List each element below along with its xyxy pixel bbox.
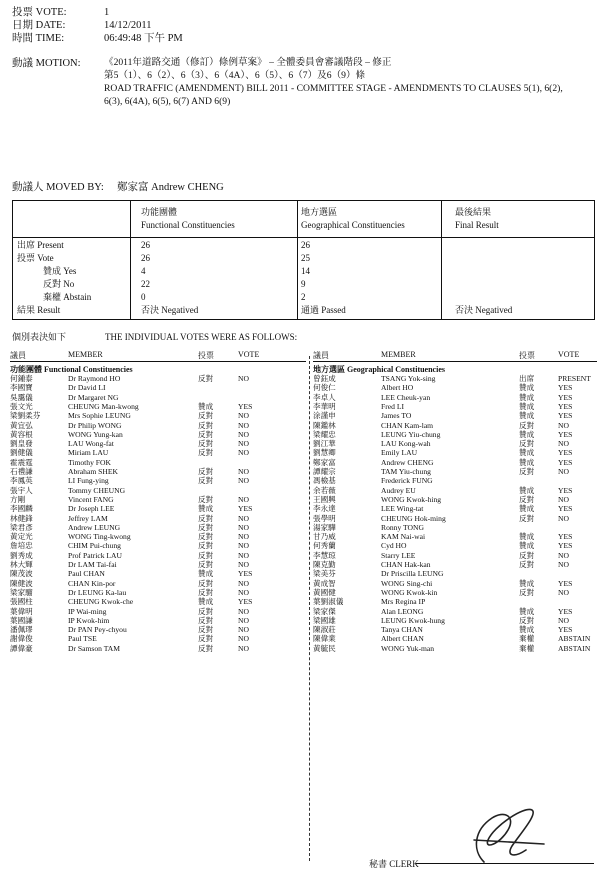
member-name-en: Starry LEE xyxy=(381,550,416,560)
vote-zh: 反對 xyxy=(519,467,535,476)
member-name-zh: 李國寶 xyxy=(10,383,33,393)
vote-en: YES xyxy=(558,401,573,411)
time-label: 時間 TIME: xyxy=(12,33,65,44)
signature-line xyxy=(416,863,594,864)
vote-en: YES xyxy=(558,457,573,467)
member-name-en: TSANG Yok-sing xyxy=(381,374,436,383)
vote-zh: 反對 xyxy=(198,420,214,430)
fc-heading-zh: 功能團體 xyxy=(141,207,178,217)
vote-en: YES xyxy=(558,429,573,439)
member-name-zh: 李永達 xyxy=(313,504,336,514)
clerk-label: 秘書 CLERK xyxy=(369,859,419,869)
vote-en: NO xyxy=(558,560,569,569)
vote-en: YES xyxy=(558,504,573,514)
vote-zh: 反對 xyxy=(198,578,214,588)
member-name-zh: 譚耀宗 xyxy=(313,467,336,476)
gc-heading-en: Geographical Constituencies xyxy=(301,220,405,230)
member-name-zh: 王國興 xyxy=(313,494,336,504)
individual-votes-heading-en: THE INDIVIDUAL VOTES WERE AS FOLLOWS: xyxy=(105,332,298,342)
vote-en: NO xyxy=(238,420,249,430)
vote-en: NO xyxy=(558,513,569,523)
vote-zh: 反對 xyxy=(519,494,535,504)
member-name-zh: 李慧琼 xyxy=(313,550,336,560)
vote-en: NO xyxy=(238,522,249,532)
vote-en: NO xyxy=(238,634,249,644)
member-name-zh: 劉秀成 xyxy=(10,550,33,560)
summary-row-label: 投票 Vote xyxy=(17,253,54,263)
clerk-signature xyxy=(454,800,564,870)
member-name-en: Paul TSE xyxy=(68,634,97,644)
vote-zh: 贊成 xyxy=(519,532,535,542)
member-name-zh: 陳健波 xyxy=(10,578,33,588)
gc-count: 26 xyxy=(301,240,310,250)
member-name-en: Tanya CHAN xyxy=(381,625,423,635)
member-name-en: CHAN Hak-kan xyxy=(381,560,431,569)
member-name-zh: 李鳳英 xyxy=(10,476,33,486)
member-name-zh: 陳鑑林 xyxy=(313,420,336,430)
member-name-en: LAU Wong-fat xyxy=(68,439,114,449)
gc-section-title: 地方選區 Geographical Constituencies xyxy=(313,365,445,374)
vote-zh: 贊成 xyxy=(519,485,535,495)
vote-zh: 反對 xyxy=(519,420,535,430)
motion-label: 動議 MOTION: xyxy=(12,58,81,69)
member-name-en: IP Wai-ming xyxy=(68,606,107,616)
vote-zh: 反對 xyxy=(198,615,214,625)
fc-count: 26 xyxy=(141,240,150,250)
member-name-en: LEE Wing-tat xyxy=(381,504,424,514)
member-name-en: Prof Patrick LAU xyxy=(68,550,122,560)
member-name-zh: 梁劉柔芬 xyxy=(10,411,41,421)
vote-en: NO xyxy=(558,550,569,560)
member-name-en: Dr Philip WONG xyxy=(68,420,122,430)
vote-zh: 贊成 xyxy=(519,606,535,616)
member-name-en: CHAN Kam-lam xyxy=(381,420,434,430)
member-name-zh: 黃定光 xyxy=(10,532,33,542)
vote-en: YES xyxy=(558,578,573,588)
member-name-en: Abraham SHEK xyxy=(68,467,118,476)
member-name-zh: 劉皇發 xyxy=(10,439,33,449)
vote-en: ABSTAIN xyxy=(558,643,591,653)
member-name-en: Andrew CHENG xyxy=(381,457,434,467)
member-name-zh: 何鍾泰 xyxy=(10,374,33,383)
member-name-zh: 何秀蘭 xyxy=(313,541,336,551)
member-name-zh: 梁美芬 xyxy=(313,569,336,579)
member-name-en: WONG Sing-chi xyxy=(381,578,433,588)
vote-zh: 反對 xyxy=(198,550,214,560)
vote-en: NO xyxy=(558,467,569,476)
member-name-en: TAM Yiu-chung xyxy=(381,467,431,476)
member-name-zh: 李國麟 xyxy=(10,504,33,514)
member-name-en: Mrs Regina IP xyxy=(381,597,426,607)
mover-name: 鄭家富 Andrew CHENG xyxy=(117,182,224,193)
summary-row-label: 贊成 Yes xyxy=(43,266,77,276)
vote-zh: 贊成 xyxy=(198,504,214,514)
vote-zh: 反對 xyxy=(198,494,214,504)
member-name-zh: 梁君彥 xyxy=(10,522,33,532)
member-name-zh: 張學明 xyxy=(313,513,336,523)
member-name-en: WONG Kwok-hing xyxy=(381,494,442,504)
member-name-zh: 陳克勤 xyxy=(313,560,336,569)
col-vote-en: VOTE xyxy=(238,350,260,359)
member-name-zh: 梁國雄 xyxy=(313,615,336,625)
vote-en: NO xyxy=(558,615,569,625)
member-name-zh: 葉偉明 xyxy=(10,606,33,616)
fc-count: 26 xyxy=(141,253,150,263)
member-name-en: Ronny TONG xyxy=(381,522,424,532)
vote-en: NO xyxy=(238,587,249,597)
member-name-zh: 馮檢基 xyxy=(313,476,336,486)
motion-line: ROAD TRAFFIC (AMENDMENT) BILL 2011 - COMMITTEE STAGE - AMENDMENTS TO CLAUSES 5(1), 6(2), xyxy=(104,83,563,94)
member-name-en: Audrey EU xyxy=(381,485,416,495)
member-name-zh: 葉國謙 xyxy=(10,615,33,625)
member-name-en: Dr Samson TAM xyxy=(68,643,120,653)
vote-en: NO xyxy=(238,439,249,449)
member-name-en: CHIM Pui-chung xyxy=(68,541,121,551)
member-name-en: LEE Cheuk-yan xyxy=(381,392,431,402)
member-name-en: CHEUNG Man-kwong xyxy=(68,401,139,411)
vote-en: NO xyxy=(238,606,249,616)
member-name-zh: 劉江華 xyxy=(313,439,336,449)
member-name-en: Vincent FANG xyxy=(68,494,114,504)
member-name-zh: 吳靄儀 xyxy=(10,392,33,402)
vote-en: PRESENT xyxy=(558,374,591,383)
vote-en: YES xyxy=(558,541,573,551)
final-heading-en: Final Result xyxy=(455,220,499,230)
fc-count: 22 xyxy=(141,279,150,289)
member-name-en: Dr Margaret NG xyxy=(68,392,119,402)
summary-row-label: 棄權 Abstain xyxy=(43,292,92,302)
vote-en: YES xyxy=(558,532,573,542)
member-name-en: Dr LAM Tai-fai xyxy=(68,560,117,569)
vote-zh: 反對 xyxy=(198,439,214,449)
member-name-en: Dr Raymond HO xyxy=(68,374,121,383)
member-name-zh: 方剛 xyxy=(10,494,26,504)
member-name-en: Dr David LI xyxy=(68,383,106,393)
vote-zh: 反對 xyxy=(198,606,214,616)
member-name-en: Emily LAU xyxy=(381,448,418,458)
member-name-zh: 譚偉豪 xyxy=(10,643,33,653)
vote-zh: 反對 xyxy=(519,587,535,597)
member-name-zh: 張宇人 xyxy=(10,485,33,495)
member-name-zh: 梁家傑 xyxy=(313,606,336,616)
vote-en: YES xyxy=(238,504,253,514)
member-name-en: LI Fung-ying xyxy=(68,476,109,486)
vote-zh: 反對 xyxy=(198,522,214,532)
motion-line: 《2011年道路交通（修訂）條例草案》 – 全體委員會審議階段 – 修正 xyxy=(104,57,392,68)
member-name-zh: 霍震霆 xyxy=(10,457,33,467)
member-name-zh: 劉慧卿 xyxy=(313,448,336,458)
vote-en: NO xyxy=(238,643,249,653)
vote-zh: 棄權 xyxy=(519,634,535,644)
vote-zh: 反對 xyxy=(198,634,214,644)
member-name-zh: 張文光 xyxy=(10,401,33,411)
vote-zh: 贊成 xyxy=(519,541,535,551)
vote-en: NO xyxy=(238,476,249,486)
member-name-en: CHAN Kin-por xyxy=(68,578,116,588)
vote-en: NO xyxy=(558,587,569,597)
member-name-en: Tommy CHEUNG xyxy=(68,485,126,495)
vote-zh: 贊成 xyxy=(519,401,535,411)
member-name-en: Miriam LAU xyxy=(68,448,109,458)
vote-summary-table xyxy=(12,200,595,320)
fc-heading-en: Functional Constituencies xyxy=(141,220,235,230)
member-name-en: CHEUNG Hok-ming xyxy=(381,513,446,523)
date-label: 日期 DATE: xyxy=(12,20,66,31)
vote-zh: 反對 xyxy=(198,448,214,458)
vote-zh: 反對 xyxy=(519,513,535,523)
member-name-zh: 林健鋒 xyxy=(10,513,33,523)
fc-result: 否決 Negatived xyxy=(141,305,199,315)
col-vote-en: VOTE xyxy=(558,350,580,359)
member-name-zh: 黃宜弘 xyxy=(10,420,33,430)
vote-number: 1 xyxy=(104,7,110,18)
col-vote-zh: 投票 xyxy=(519,351,535,360)
vote-zh: 反對 xyxy=(198,587,214,597)
vote-zh: 贊成 xyxy=(519,392,535,402)
member-name-en: LEUNG Kwok-hung xyxy=(381,615,445,625)
vote-label: 投票 VOTE: xyxy=(12,7,67,18)
member-name-zh: 鄭家富 xyxy=(313,457,336,467)
vote-zh: 贊成 xyxy=(519,504,535,514)
vote-zh: 反對 xyxy=(519,560,535,569)
member-name-zh: 詹培忠 xyxy=(10,541,33,551)
motion-line: 6(3), 6(4A), 6(5), 6(7) AND 6(9) xyxy=(104,96,231,107)
time-value: 06:49:48 下午 PM xyxy=(104,33,183,44)
vote-zh: 贊成 xyxy=(198,569,214,579)
vote-zh: 反對 xyxy=(198,625,214,635)
member-name-zh: 李卓人 xyxy=(313,392,336,402)
vote-zh: 贊成 xyxy=(519,411,535,421)
vote-zh: 贊成 xyxy=(198,597,214,607)
gc-count: 2 xyxy=(301,292,306,302)
member-name-zh: 李華明 xyxy=(313,401,336,411)
vote-zh: 贊成 xyxy=(519,429,535,439)
vote-en: NO xyxy=(238,513,249,523)
member-name-zh: 陳茂波 xyxy=(10,569,33,579)
member-name-en: Dr Joseph LEE xyxy=(68,504,115,514)
vote-en: NO xyxy=(238,532,249,542)
vote-zh: 反對 xyxy=(198,541,214,551)
member-name-en: WONG Kwok-kin xyxy=(381,587,438,597)
vote-en: NO xyxy=(238,374,249,383)
member-name-en: James TO xyxy=(381,411,412,421)
vote-en: YES xyxy=(238,569,253,579)
member-name-en: WONG Ting-kwong xyxy=(68,532,131,542)
member-name-zh: 謝偉俊 xyxy=(10,634,33,644)
col-member-en: MEMBER xyxy=(381,350,416,359)
final-heading-zh: 最後結果 xyxy=(455,207,492,217)
gc-count: 14 xyxy=(301,266,310,276)
member-name-en: Alan LEONG xyxy=(381,606,424,616)
motion-line: 第5（1）、6（2）、6（3）、6（4A）、6（5）、6（7）及6（9）條 xyxy=(104,70,366,81)
member-name-zh: 潘佩璆 xyxy=(10,625,33,635)
member-name-en: Dr Priscilla LEUNG xyxy=(381,569,444,579)
column-divider xyxy=(309,356,310,861)
member-name-zh: 黃容根 xyxy=(10,429,33,439)
summary-row-label: 出席 Present xyxy=(17,240,64,250)
vote-en: YES xyxy=(558,383,573,393)
vote-en: NO xyxy=(238,429,249,439)
fc-count: 4 xyxy=(141,266,146,276)
vote-en: NO xyxy=(558,494,569,504)
summary-row-label: 結果 Result xyxy=(17,305,61,315)
member-name-en: KAM Nai-wai xyxy=(381,532,426,542)
vote-zh: 反對 xyxy=(519,550,535,560)
member-name-zh: 黃國健 xyxy=(313,587,336,597)
vote-zh: 贊成 xyxy=(519,625,535,635)
member-name-en: WONG Yung-kan xyxy=(68,429,123,439)
member-name-en: Andrew LEUNG xyxy=(68,522,121,532)
fc-section-title: 功能團體 Functional Constituencies xyxy=(10,365,133,374)
member-name-en: IP Kwok-him xyxy=(68,615,110,625)
member-name-en: LEUNG Yiu-chung xyxy=(381,429,441,439)
member-name-en: Frederick FUNG xyxy=(381,476,433,486)
vote-en: YES xyxy=(238,597,253,607)
member-name-zh: 何俊仁 xyxy=(313,383,336,393)
vote-en: YES xyxy=(558,485,573,495)
gc-result: 通過 Passed xyxy=(301,305,346,315)
gc-count: 25 xyxy=(301,253,310,263)
member-name-en: Albert HO xyxy=(381,383,414,393)
vote-en: YES xyxy=(558,448,573,458)
vote-en: NO xyxy=(238,578,249,588)
vote-en: NO xyxy=(238,448,249,458)
member-name-zh: 湯家驊 xyxy=(313,522,336,532)
member-name-en: Paul CHAN xyxy=(68,569,105,579)
vote-en: YES xyxy=(558,625,573,635)
member-name-zh: 梁耀忠 xyxy=(313,429,336,439)
member-name-zh: 陳偉業 xyxy=(313,634,336,644)
final-result: 否決 Negatived xyxy=(455,305,513,315)
vote-en: NO xyxy=(238,494,249,504)
member-name-zh: 張國柱 xyxy=(10,597,33,607)
vote-zh: 贊成 xyxy=(519,578,535,588)
vote-zh: 反對 xyxy=(198,411,214,421)
vote-zh: 贊成 xyxy=(519,448,535,458)
col-member-zh: 議員 xyxy=(313,351,329,360)
vote-zh: 棄權 xyxy=(519,643,535,653)
member-name-zh: 余若薇 xyxy=(313,485,336,495)
col-vote-zh: 投票 xyxy=(198,351,214,360)
member-name-zh: 黃毓民 xyxy=(313,643,336,653)
member-name-zh: 甘乃威 xyxy=(313,532,336,542)
vote-en: NO xyxy=(558,439,569,449)
summary-row-label: 反對 No xyxy=(43,279,75,289)
member-name-zh: 涂謹申 xyxy=(313,411,336,421)
member-name-zh: 梁家騮 xyxy=(10,587,33,597)
vote-en: NO xyxy=(558,420,569,430)
vote-zh: 出席 xyxy=(519,374,535,383)
vote-en: YES xyxy=(558,606,573,616)
member-name-en: Jeffrey LAM xyxy=(68,513,108,523)
vote-zh: 贊成 xyxy=(198,401,214,411)
member-name-en: Timothy FOK xyxy=(68,457,111,467)
gc-heading-zh: 地方選區 xyxy=(301,207,338,217)
member-name-zh: 曾鈺成 xyxy=(313,374,336,383)
vote-en: ABSTAIN xyxy=(558,634,591,644)
member-name-en: CHEUNG Kwok-che xyxy=(68,597,134,607)
member-name-en: Mrs Sophie LEUNG xyxy=(68,411,131,421)
vote-zh: 反對 xyxy=(198,467,214,476)
vote-zh: 反對 xyxy=(198,560,214,569)
vote-zh: 反對 xyxy=(198,429,214,439)
vote-en: NO xyxy=(238,550,249,560)
col-member-en: MEMBER xyxy=(68,350,103,359)
member-name-en: LAU Kong-wah xyxy=(381,439,431,449)
member-name-en: Cyd HO xyxy=(381,541,407,551)
member-name-en: Albert CHAN xyxy=(381,634,424,644)
vote-en: NO xyxy=(238,615,249,625)
vote-zh: 贊成 xyxy=(519,457,535,467)
member-name-zh: 葉劉淑儀 xyxy=(313,597,344,607)
member-name-zh: 陳淑莊 xyxy=(313,625,336,635)
vote-en: YES xyxy=(558,392,573,402)
vote-en: NO xyxy=(238,560,249,569)
vote-en: NO xyxy=(238,541,249,551)
member-name-en: WONG Yuk-man xyxy=(381,643,435,653)
member-name-en: Fred LI xyxy=(381,401,404,411)
member-name-en: Dr PAN Pey-chyou xyxy=(68,625,127,635)
member-name-zh: 劉健儀 xyxy=(10,448,33,458)
vote-en: NO xyxy=(238,625,249,635)
vote-zh: 反對 xyxy=(198,513,214,523)
fc-count: 0 xyxy=(141,292,146,302)
vote-en: NO xyxy=(238,467,249,476)
member-name-zh: 林大輝 xyxy=(10,560,33,569)
vote-zh: 反對 xyxy=(198,476,214,486)
vote-en: YES xyxy=(558,411,573,421)
vote-en: YES xyxy=(238,401,253,411)
vote-zh: 反對 xyxy=(519,615,535,625)
member-name-en: Dr LEUNG Ka-lau xyxy=(68,587,127,597)
vote-zh: 贊成 xyxy=(519,383,535,393)
vote-zh: 反對 xyxy=(198,643,214,653)
vote-en: NO xyxy=(238,411,249,421)
individual-votes-heading-zh: 個別表決如下 xyxy=(12,332,67,342)
mover-label: 動議人 MOVED BY: xyxy=(12,182,104,193)
vote-zh: 反對 xyxy=(519,439,535,449)
member-name-zh: 石禮謙 xyxy=(10,467,33,476)
member-name-zh: 黃成智 xyxy=(313,578,336,588)
date-value: 14/12/2011 xyxy=(104,20,152,31)
vote-zh: 反對 xyxy=(198,374,214,383)
col-member-zh: 議員 xyxy=(10,351,26,360)
gc-count: 9 xyxy=(301,279,306,289)
vote-zh: 反對 xyxy=(198,532,214,542)
